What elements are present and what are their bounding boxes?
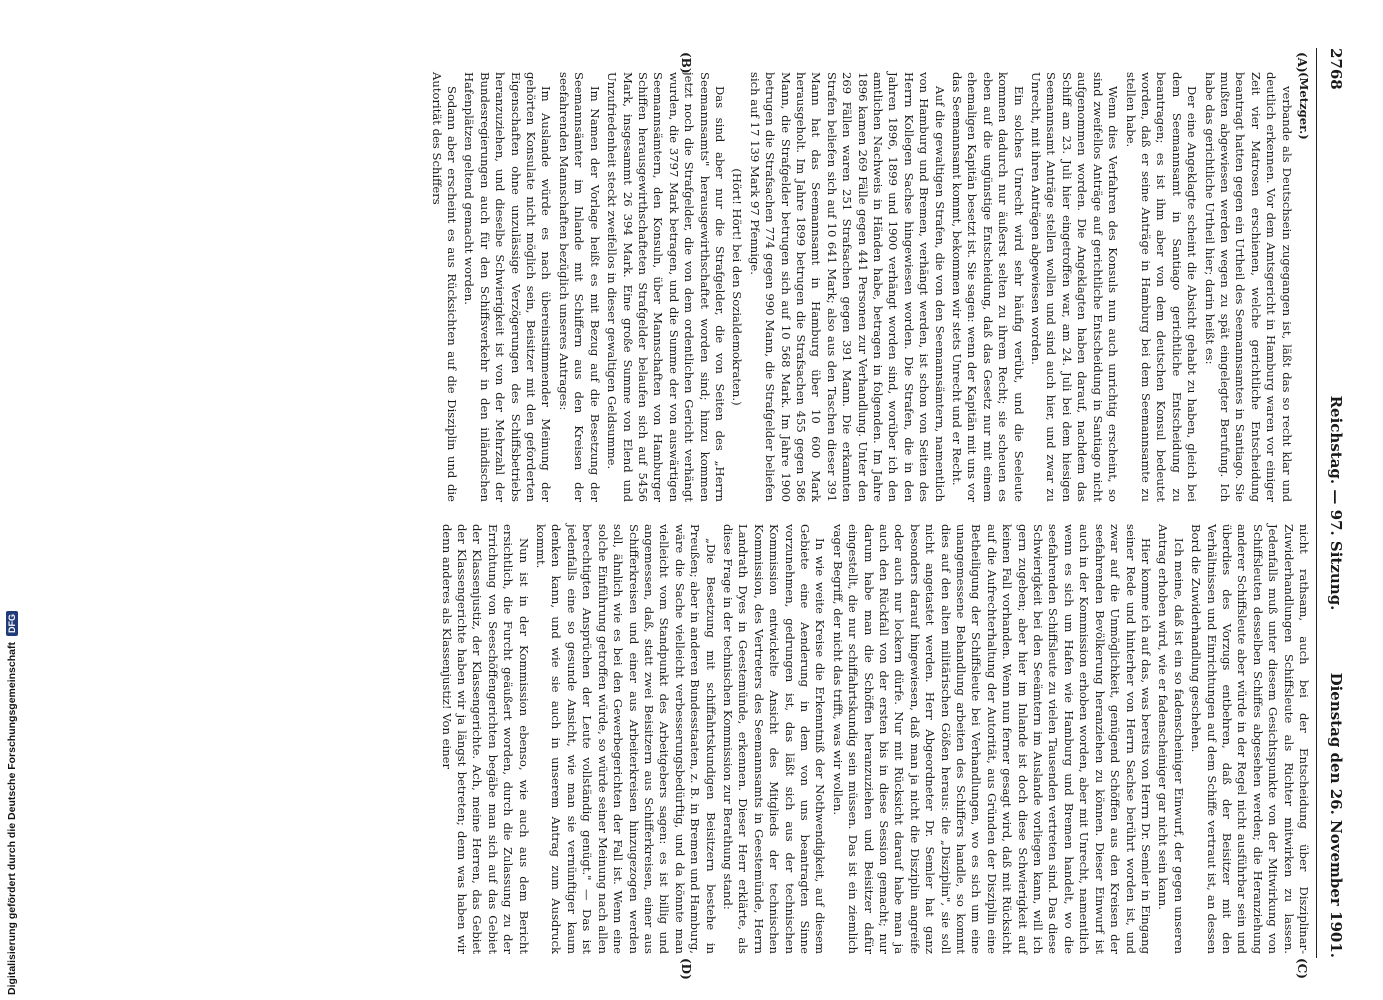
header-rule [1316, 48, 1317, 958]
interjection: (Hört! Hört! bei den Sozialdemokraten.) [730, 168, 745, 406]
paragraph: Im Namen der Vorlage heißt es mit Bezug auf die Besetzung der Seemannsämter im Inlande mit Schiffern aus den Kreisen der seefahrenden Mannschaften bezüglich unseres Antrages: [556, 72, 602, 502]
paragraph: Hier komme ich auf das, was bereits von Herrn Dr. Semler in Eingang seiner Rede und hinterher von Herrn Sachse berührt worden ist, und zwar auf die Unmöglichkeit, genügend Schöffen aus den Kreisen der seefahrenden Bevölkerung heranziehen zu können. Dieser Einwurf ist auch in der Kommission erhoben worden, aber mit Unrecht, namentlich wenn es sich um Hafen wie Hamburg und Bremen handelt, wo die seefahrenden Schiffsleute zu vielen Tausenden vertreten sind. Das diese Schwierigkeit bei den Seeämtern im Auslande vorliegen kann, will ich gern zugeben; aber hier im Inlande ist doch diese Schwierigkeit auf keinen Fall vorhanden. Wenn nun ferner gesagt wird, daß mit Rücksicht auf die Aufrechterhaltung der Autorität, aus Gründen der Disziplin eine Betheiligung der Schiffsleute bei Verhandlungen, wo es sich um eine unangemessene Behandlung arbeiten des Schiffers handle, so kommt dies auf den alten militärischen Gößen heraus: die „Disziplin", sie soll nicht angetastet werden. Herr Abgeordneter Dr. Semler hat ganz besonders darauf hingewiesen, daß man ja nicht die Disziplin angreife oder auch nur lockern dürfe. Nur mit Rücksicht darauf habe man ja auch den Rückfall von der ersten bis in diese Session gemacht; nur darum habe man die Schöffen heranzuziehen und Beisitzer dafür eingestellt, die nur schiffahrtskundig sein müssen. Das ist ein ziemlich vager Begriff, der nicht das trifft, was wir wollen. [830, 524, 1153, 954]
quotation: „Die Besetzung mit schiffahrtskundigen Beisitzern bestehe in Preußen; aber in anderen Bundesstaaten, z. B. in Bremen und Hamburg, wäre die Sache vielleicht verbesserungsbedürftig, und da könnte man vielleicht vom Standpunkt des Arbeitgebers sagen: es ist billig und angemessen, daß, statt zwei Beisitzern aus Schifferkreisen, einer aus Schifferkreisen und einer aus Arbeiterkreisen hinzugezogen werden soll, ähnlich wie es bei den Gewerbegerichten der Fall ist. Wenn eine solche Einführung getroffen würde, so würde seiner Meinung nach allen berechtigten Ansprüchen der Leute vollständig genügt." — Das ist jedenfalls eine so gesunde Ansicht, wie man sie vernünftiger kaum denken kann, und wie sie auch in unserem Antrag zum Ausdruck kommt. [534, 524, 718, 954]
paragraph: Ich meine, daß ist ein so fadenscheiniger Einwurf, der gegen unseren Antrag erhoben wird, wie er fadenscheiniger gar nicht sein kann. [1156, 524, 1186, 954]
page-header [1319, 48, 1345, 958]
page-number: 2768 [1327, 48, 1345, 90]
paragraph: verbande als Deutschsein zugegangen ist, läßt das so recht klar und deutlich erkennen. Vor dem Amtsgericht in Hamburg waren vor einiger Zeit vier Matrosen erschienen, welche gerichtliche Entscheidung beantragt hatten gegen ein Urtheil des Seemannsamtes in Santiago. Sie mußten abgewiesen werden wegen zu spät eingelegter Berufung. Ich habe das gerichtliche Urtheil hier; darin heißt es: [1202, 72, 1294, 502]
session-title: Reichstag. — 97. Sitzung. [1327, 395, 1345, 611]
paragraph: Ein solches Unrecht wird sehr häufig verübt, und die Seeleute kommen dadurch nur äußerst selten zu ihrem Recht; sie scheuen es eben auf die ungünstige Entscheidung, daß das Gesetz nur mit einem ehemaligen Kapitän besetzt ist. Sie sagen: wenn der Kapitän mit uns vor das Seemannsamt kommt, bekommen wir stets Unrecht und er Recht. [950, 72, 1026, 502]
paragraph: nicht rathsam, auch bei der Entscheidung über Disziplinar-Zuwiderhandlungen Schiffsleute als Richter mitwirken zu lassen. Jedenfalls muß unter diesem Gesichtspunkte von der Mitwirkung von Schiffsleuten desselben Schiffes abgesehen werden; die Heranziehung anderer Schiffsleute aber würde in der Regel nicht ausführbar sein und überdies des Vorzugs entbehren, daß der Beisitzer mit den Verhältnissen und Einrichtungen auf dem Schiffe vertraut ist, an dessen Bord die Zuwiderhandlung geschehen. [1189, 524, 1311, 954]
paragraph: Sodann aber erscheint es aus Rücksichten auf die Disziplin und die Autorität des Schiffers [429, 72, 460, 502]
paragraph: Im Auslande würde es nach übereinstimmender Meinung der gehörten Konsulate nicht möglich sein, Beisitzer mit den geforderten Eigenschaften ohne unzulässige Verzögerungen des Schiffsbetriebs heranzuziehen, und dieselbe Schwierigkeit ist von der Mehrzahl der Bundesregierungen auch für den Schiffsverkehr in den inländischen Hafenplätzen geltend gemacht worden. [462, 72, 554, 502]
paragraph: Auf die gewaltigen Strafen, die von den Seemannsämtern, namentlich von Hamburg und Bremen, verhängt werden, ist schon von Seiten des Herrn Kollegen Sachse hingewiesen worden. Die Strafen, die in den Jahren 1896, 1899 und 1900 verhängt worden sind, worüber ich den amtlichen Nachweis in Händen habe, betragen in folgenden. Im Jahre 1896 kamen 269 Fälle gegen 441 Personen zur Verhandlung. Unter den 269 Fällen waren 251 Strafsachen gegen 391 Mann. Die erkannten Strafen beliefen sich auf 10 641 Mark; also aus den Taschen dieser 391 Mann hat das Seemannsamt in Hamburg über 10 600 Mark herausgeholt. Im Jahre 1899 betrugen die Strafsachen 455 gegen 586 Mann, die Strafgelder betrugen sich auf 10 568 Mark. Im Jahre 1900 betrugen die Strafsachen 774 gegen 990 Mann, die Strafgelder beliefen sich auf 17 139 Mark 97 Pfennige. [747, 72, 947, 502]
margin-mark-b: (B) [679, 52, 693, 74]
right-column [436, 524, 1311, 954]
session-date: Dienstag den 26. November 1901. [1327, 672, 1345, 958]
dfg-credit-text: Digitalisierung gefördert durch die Deutsche Forschungsgemeinschaft [6, 642, 18, 995]
paragraph: Wenn dies Verfahren des Konsuls nun auch unrichtig erscheint, so sind zweifellos Anträge auf gerichtliche Entscheidung in Santiago nicht aufgenommen worden. Die Angeklagten haben darauf, nachdem das Schiff am 23. Juli hier eingetroffen war, am 24. Juli bei dem hiesigen Seemannsamt Anträge stellen wollen und sind auch hier, und zwar zu Unrecht, mit ihren Anträgen abgewiesen worden. [1029, 72, 1121, 502]
paragraph: Der eine Angeklagte scheint die Absicht gehabt zu haben, gleich bei dem Seemannsamt in Santiago gerichtliche Entscheidung zu beantragen; es ist ihm aber von dem deutschen Konsul bedeutet worden, daß er seine Anträge in Hamburg bei dem Seemannsamte zu stellen habe. [1123, 72, 1200, 502]
paragraph: In wie weite Kreise die Erkenntniß der Nothwendigkeit, auf diesem Gebiete eine Aenderung in dem von uns beantragten Sinne vorzunehmen, gedrungen ist, das läßt sich aus der technischen Kommission entwickelte Ansicht des Mitglieds der technischen Kommission, des Vertreters des Seemannsamts in Geestemünde, Herrn Landrath Dyes in Geestemünde, erkennen. Dieser Herr erklärte, als diese Frage in der technischen Kommission zur Berathung stand: [720, 524, 828, 954]
speaker-name: (Metzger.) [1297, 72, 1311, 140]
margin-mark-a: (A) [1295, 52, 1309, 73]
dfg-logo: DFG [6, 611, 18, 636]
dfg-credit-strip [3, 600, 21, 995]
margin-mark-d: (D) [679, 958, 693, 980]
margin-mark-c: (C) [1295, 958, 1309, 979]
paragraph: Nun ist in der Kommission ebenso, wie auch aus dem Bericht ersichtlich, die Furcht geäußert worden, durch die Zulassung zu der Errichtung von Seeschöffengerichten begäbe man sich auf das Gebiet der Klassenjustiz, der Klassengerichte. Ach, meine Herren, das Gebiet der Klassengerichte haben wir ja längst betreten; denn was haben wir denn anderes als Klassenjustiz! Von einer [439, 524, 531, 954]
left-column [426, 72, 1311, 502]
paragraph: Das sind aber nur die Strafgelder, die von Seiten des „Herrn Seemannsamts" herausgewirthschaftet worden sind; hinzu kommen jetzt noch die Strafgelder, die von dem ordentlichen Gericht verhängt wurden, die 3797 Mark betragen, und die Summe der von auswärtigen Seemannsämtern, den Konsuln, über Mannschaften von Hamburger Schiffen herausgewirthschafteten Strafgelder belaufen sich auf 5456 Mark, insgesammt 26 394 Mark. Eine große Summe von Elend und Unzufriedenheit steckt zweifellos in dieser gewaltigen Geldsumme. [605, 72, 727, 502]
